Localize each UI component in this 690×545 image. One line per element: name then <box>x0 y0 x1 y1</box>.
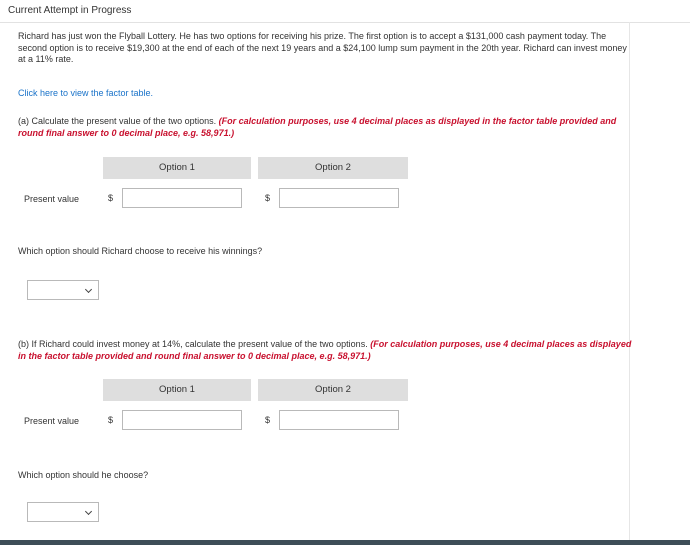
attempt-status-title: Current Attempt in Progress <box>8 5 132 16</box>
part-b-option2-pv-input[interactable] <box>279 410 399 430</box>
part-a-option1-pv-input[interactable] <box>122 188 242 208</box>
factor-table-link[interactable]: Click here to view the factor table. <box>18 88 154 98</box>
part-a-question <box>18 116 638 139</box>
part-a-choice-select[interactable] <box>27 280 99 300</box>
part-b-col-option2: Option 2 <box>258 379 408 401</box>
part-b-question-text: (b) If Richard could invest money at 14%, calculate the present value of the two options. <box>18 339 368 349</box>
part-a-option2-pv-input[interactable] <box>279 188 399 208</box>
part-b-choice-select[interactable] <box>27 502 99 522</box>
chevron-down-icon <box>85 286 92 293</box>
part-b-choice-question: Which option should he choose? <box>18 470 149 480</box>
part-b-col-option1: Option 1 <box>103 379 251 401</box>
content-divider <box>629 22 630 542</box>
part-b-instruction: (For calculation purposes, use 4 decimal places as displayed in the factor table provided and round final answer to 0 decimal place, e.g. 58,971.) <box>18 339 632 361</box>
chevron-down-icon <box>85 508 92 515</box>
problem-statement: Richard has just won the Flyball Lottery. He has two options for receiving his prize. The first option is to accept a $131,000 cash payment today. The second option is to receive $19,300 at the end of each of the next 19 years and a $24,100 lump sum payment in the 20th year. Richard can invest money at a 11% rate. <box>18 31 627 64</box>
part-a-instruction: (For calculation purposes, use 4 decimal places as displayed in the factor table provided and round final answer to 0 decimal place, e.g. 58,971.) <box>18 116 617 138</box>
part-b-option1-pv-input[interactable] <box>122 410 242 430</box>
part-a-col-option1: Option 1 <box>103 157 251 179</box>
part-a-dollar-1: $ <box>108 193 114 203</box>
part-a-col-option2: Option 2 <box>258 157 408 179</box>
part-b-row-label: Present value <box>24 416 80 426</box>
part-a-choice-question: Which option should Richard choose to receive his winnings? <box>18 246 263 256</box>
part-b-dollar-2: $ <box>265 415 271 425</box>
part-b-dollar-1: $ <box>108 415 114 425</box>
bottom-bar <box>0 540 690 545</box>
part-b-question <box>18 339 638 362</box>
attempt-header <box>0 0 690 23</box>
part-a-dollar-2: $ <box>265 193 271 203</box>
part-a-question-text: (a) Calculate the present value of the two options. <box>18 116 217 126</box>
part-a-row-label: Present value <box>24 194 80 204</box>
